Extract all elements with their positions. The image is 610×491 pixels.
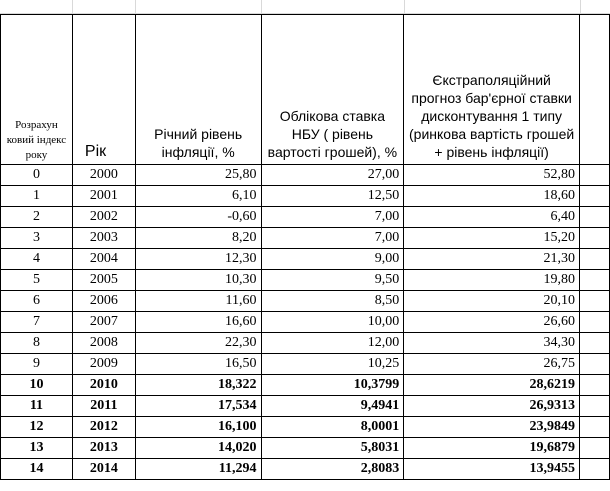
year-cell[interactable]: 2007 [72,312,135,333]
sheet-gridline [135,0,136,14]
table-row [1,270,610,291]
empty-cell[interactable] [580,438,610,459]
year-cell[interactable]: 2002 [72,207,135,228]
inflation-cell[interactable]: 6,10 [135,186,261,207]
index-cell[interactable]: 6 [1,291,73,312]
index-cell[interactable]: 11 [1,396,73,417]
empty-cell[interactable] [580,291,610,312]
inflation-cell[interactable]: 11,294 [135,459,261,480]
year-cell[interactable]: 2011 [72,396,135,417]
table-row [1,312,610,333]
empty-cell[interactable] [580,249,610,270]
forecast-cell[interactable]: 52,80 [404,165,580,186]
empty-cell[interactable] [580,459,610,480]
forecast-cell[interactable]: 26,60 [404,312,580,333]
inflation-cell[interactable]: 11,60 [135,291,261,312]
index-cell[interactable]: 0 [1,165,73,186]
empty-cell[interactable] [580,354,610,375]
forecast-cell[interactable]: 23,9849 [404,417,580,438]
nbu-rate-cell[interactable]: 5,8031 [261,438,404,459]
forecast-cell[interactable]: 18,60 [404,186,580,207]
forecast-cell[interactable]: 19,80 [404,270,580,291]
inflation-cell[interactable]: 10,30 [135,270,261,291]
header-nbu-rate-label: Облікова ставка НБУ ( рівень вартості грошей), % [267,108,398,160]
year-cell[interactable]: 2004 [72,249,135,270]
nbu-rate-cell[interactable]: 7,00 [261,207,404,228]
empty-cell[interactable] [580,396,610,417]
inflation-cell[interactable]: 25,80 [135,165,261,186]
nbu-rate-cell[interactable]: 12,50 [261,186,404,207]
forecast-cell[interactable]: 34,30 [404,333,580,354]
year-cell[interactable]: 2006 [72,291,135,312]
table-row [1,375,610,396]
year-cell[interactable]: 2001 [72,186,135,207]
empty-cell[interactable] [580,15,610,165]
forecast-cell[interactable]: 19,6879 [404,438,580,459]
index-cell[interactable]: 12 [1,417,73,438]
header-year-cell[interactable] [72,15,135,165]
year-cell[interactable]: 2010 [72,375,135,396]
index-cell[interactable]: 8 [1,333,73,354]
inflation-cell[interactable]: 16,100 [135,417,261,438]
table-header-row [1,15,610,165]
header-forecast-cell[interactable] [404,15,580,165]
forecast-cell[interactable]: 20,10 [404,291,580,312]
nbu-rate-cell[interactable]: 12,00 [261,333,404,354]
year-cell[interactable]: 2012 [72,417,135,438]
year-cell[interactable]: 2003 [72,228,135,249]
year-cell[interactable]: 2000 [72,165,135,186]
header-inflation-label: Річний рівень інфляції, % [154,126,243,160]
inflation-cell[interactable]: 16,50 [135,354,261,375]
empty-cell[interactable] [580,186,610,207]
table-row [1,417,610,438]
year-cell[interactable]: 2013 [72,438,135,459]
year-cell[interactable]: 2008 [72,333,135,354]
table-row [1,291,610,312]
table-row [1,228,610,249]
header-index-cell[interactable] [1,15,73,165]
index-cell[interactable]: 5 [1,270,73,291]
nbu-rate-cell[interactable]: 9,4941 [261,396,404,417]
index-cell[interactable]: 3 [1,228,73,249]
index-cell[interactable]: 14 [1,459,73,480]
table-row [1,207,610,228]
forecast-cell[interactable]: 26,75 [404,354,580,375]
table-row [1,249,610,270]
sheet-gridline [72,0,73,14]
nbu-rate-cell[interactable]: 8,0001 [261,417,404,438]
index-cell[interactable]: 2 [1,207,73,228]
index-cell[interactable]: 9 [1,354,73,375]
index-cell[interactable]: 7 [1,312,73,333]
inflation-cell[interactable]: 18,322 [135,375,261,396]
nbu-rate-cell[interactable]: 10,3799 [261,375,404,396]
table-row [1,186,610,207]
header-index-label: Розрахун ковий індекс року [6,119,67,161]
header-nbu-rate-cell[interactable] [261,15,404,165]
nbu-rate-cell[interactable]: 10,25 [261,354,404,375]
inflation-cell[interactable]: -0,60 [135,207,261,228]
index-cell[interactable]: 13 [1,438,73,459]
table-row [1,396,610,417]
year-cell[interactable]: 2014 [72,459,135,480]
inflation-cell[interactable]: 14,020 [135,438,261,459]
empty-cell[interactable] [580,375,610,396]
sheet-gridline [404,0,405,14]
nbu-rate-cell[interactable]: 9,00 [261,249,404,270]
empty-cell[interactable] [580,207,610,228]
index-cell[interactable]: 10 [1,375,73,396]
forecast-cell[interactable]: 15,20 [404,228,580,249]
empty-cell[interactable] [580,228,610,249]
header-forecast-label: Єкстраполяційний прогноз бар'єрної ставки дисконтування 1 типу (ринкова вартість грошей + рівень інфляції) [409,72,575,160]
table-row [1,165,610,186]
forecast-cell[interactable]: 21,30 [404,249,580,270]
sheet-gridline [261,0,262,14]
index-cell[interactable]: 1 [1,186,73,207]
forecast-cell[interactable]: 6,40 [404,207,580,228]
empty-cell[interactable] [580,165,610,186]
table-row [1,354,610,375]
forecast-cell[interactable]: 26,9313 [404,396,580,417]
empty-cell[interactable] [580,333,610,354]
data-table [0,14,610,480]
index-cell[interactable]: 4 [1,249,73,270]
inflation-cell[interactable]: 8,20 [135,228,261,249]
nbu-rate-cell[interactable]: 7,00 [261,228,404,249]
table-row [1,438,610,459]
year-cell[interactable]: 2005 [72,270,135,291]
table-row [1,459,610,480]
inflation-cell[interactable]: 17,534 [135,396,261,417]
table-row [1,333,610,354]
inflation-cell[interactable]: 22,30 [135,333,261,354]
nbu-rate-cell[interactable]: 10,00 [261,312,404,333]
empty-cell[interactable] [580,417,610,438]
forecast-cell[interactable]: 13,9455 [404,459,580,480]
nbu-rate-cell[interactable]: 8,50 [261,291,404,312]
year-cell[interactable]: 2009 [72,354,135,375]
header-inflation-cell[interactable] [135,15,261,165]
nbu-rate-cell[interactable]: 27,00 [261,165,404,186]
inflation-cell[interactable]: 16,60 [135,312,261,333]
nbu-rate-cell[interactable]: 9,50 [261,270,404,291]
inflation-cell[interactable]: 12,30 [135,249,261,270]
nbu-rate-cell[interactable]: 2,8083 [261,459,404,480]
empty-cell[interactable] [580,270,610,291]
header-year-label: Рік [84,143,107,160]
forecast-cell[interactable]: 28,6219 [404,375,580,396]
empty-cell[interactable] [580,312,610,333]
sheet-gridline [580,0,581,14]
